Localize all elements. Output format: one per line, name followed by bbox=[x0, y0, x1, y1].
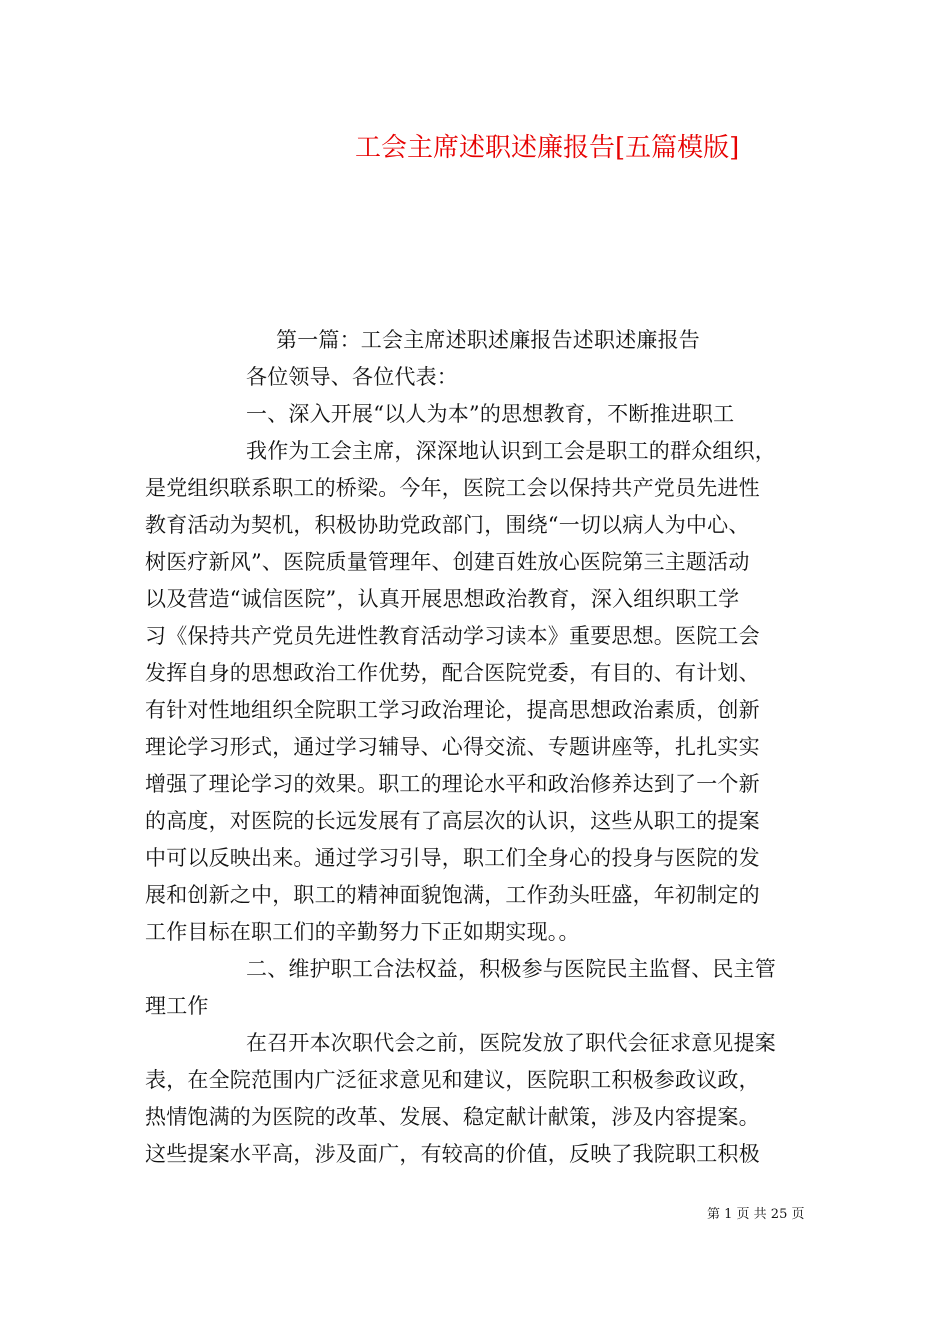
paragraph-line: 有针对性地组织全院职工学习政治理论，提高思想政治素质，创新 bbox=[145, 698, 760, 722]
page-number-footer: 第 1 页 共 25 页 bbox=[707, 1207, 805, 1222]
paragraph-line: 的高度，对医院的长远发展有了高层次的认识，这些从职工的提案 bbox=[145, 809, 760, 833]
document-title: 工会主席述职述廉报告[五篇模版] bbox=[355, 133, 740, 163]
paragraph-line: 这些提案水平高，涉及面广，有较高的价值，反映了我院职工积极 bbox=[145, 1142, 760, 1166]
paragraph-line: 我作为工会主席，深深地认识到工会是职工的群众组织， bbox=[246, 439, 776, 463]
paragraph-line: 工作目标在职工们的辛勤努力下正如期实现。。 bbox=[145, 920, 580, 944]
paragraph-line: 中可以反映出来。通过学习引导，职工们全身心的投身与医院的发 bbox=[145, 846, 760, 870]
paragraph-line: 是党组织联系职工的桥梁。今年，医院工会以保持共产党员先进性 bbox=[145, 476, 760, 500]
paragraph-line: 树医疗新风”、医院质量管理年、创建百姓放心医院第三主题活动 bbox=[145, 550, 750, 574]
paragraph-line: 以及营造“诚信医院”，认真开展思想政治教育，深入组织职工学 bbox=[145, 587, 740, 611]
subheading-1: 一、深入开展“以人为本”的思想教育，不断推进职工 bbox=[246, 402, 735, 426]
section-heading: 第一篇：工会主席述职述廉报告述职述廉报告 bbox=[276, 328, 700, 352]
subheading-2: 二、维护职工合法权益，积极参与医院民主监督、民主管 bbox=[246, 957, 776, 981]
paragraph-line: 在召开本次职代会之前，医院发放了职代会征求意见提案 bbox=[246, 1031, 776, 1055]
subheading-2-continued: 理工作 bbox=[145, 994, 209, 1018]
document-body bbox=[145, 322, 807, 1173]
paragraph-line: 增强了理论学习的效果。职工的理论水平和政治修养达到了一个新 bbox=[145, 772, 760, 796]
paragraph-line: 表，在全院范围内广泛征求意见和建议，医院职工积极参政议政， bbox=[145, 1068, 760, 1092]
paragraph-line: 热情饱满的为医院的改革、发展、稳定献计献策，涉及内容提案。 bbox=[145, 1105, 760, 1129]
paragraph-line: 教育活动为契机，积极协助党政部门，围绕“一切以病人为中心、 bbox=[145, 513, 750, 537]
salutation: 各位领导、各位代表： bbox=[246, 365, 458, 389]
paragraph-line: 理论学习形式，通过学习辅导、心得交流、专题讲座等，扎扎实实 bbox=[145, 735, 760, 759]
paragraph-line: 展和创新之中，职工的精神面貌饱满，工作劲头旺盛，年初制定的 bbox=[145, 883, 760, 907]
paragraph-line: 习《保持共产党员先进性教育活动学习读本》重要思想。医院工会 bbox=[145, 624, 760, 648]
paragraph-line: 发挥自身的思想政治工作优势，配合医院党委，有目的、有计划、 bbox=[145, 661, 760, 685]
